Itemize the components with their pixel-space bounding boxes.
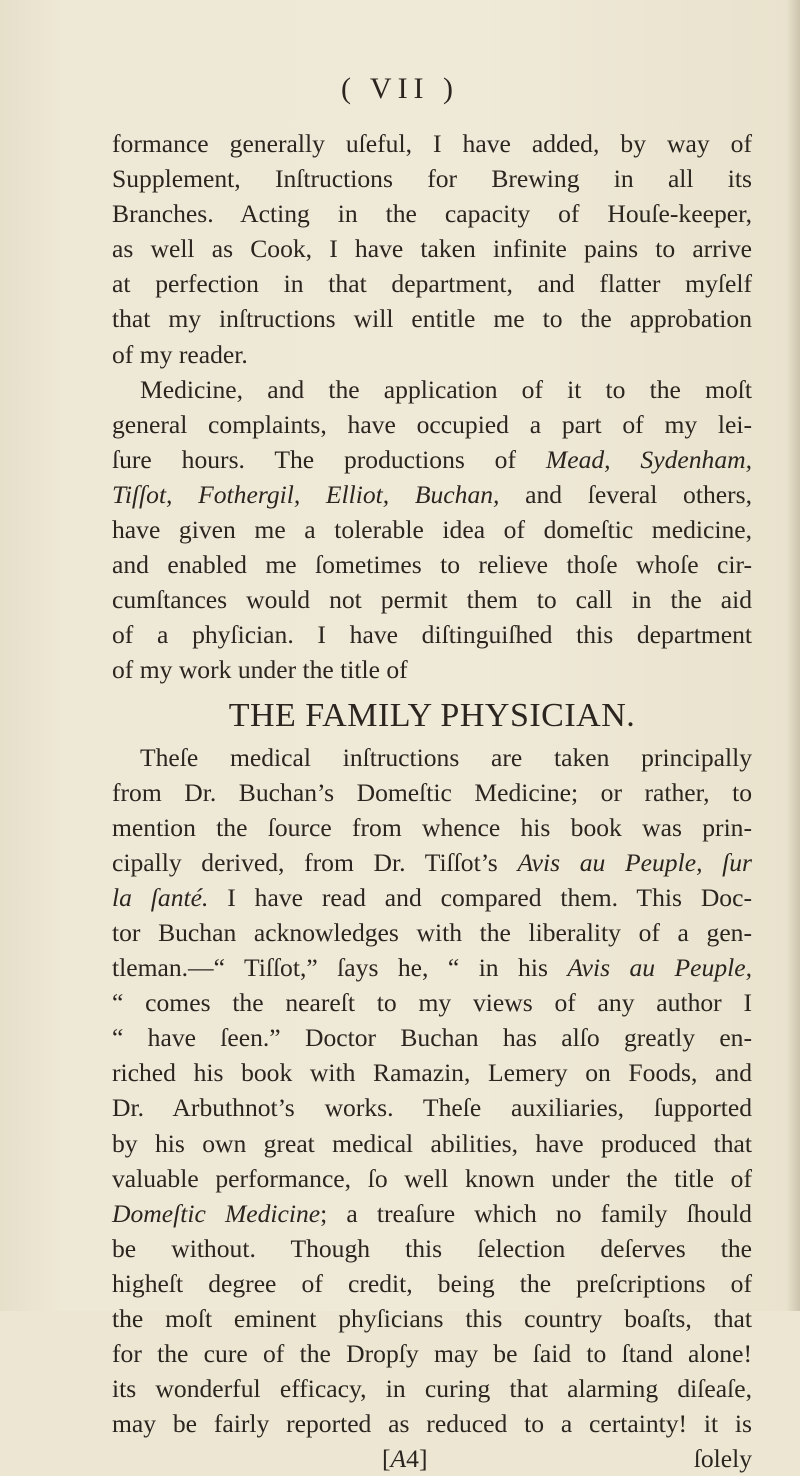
catchword: ſolely xyxy=(693,1444,752,1474)
book-title: Avis au Peuple, xyxy=(567,953,753,983)
signature-mark xyxy=(382,1441,428,1476)
signature-number: 4] xyxy=(406,1444,428,1474)
text-line: general complaints, have occupied a part of my lei- xyxy=(112,409,752,439)
text-line: have given me a tolerable idea of domeſtic medicine, xyxy=(112,515,752,545)
page-footer xyxy=(112,1441,752,1476)
physician-names: Tiſſot, Fothergil, Elliot, Buchan, xyxy=(112,479,500,509)
body-text xyxy=(112,126,752,1476)
physician-names: Mead, Sydenham, xyxy=(545,444,753,474)
text-line: at perfection in that department, and flatter myſelf xyxy=(112,269,752,299)
text-line: higheſt degree of credit, being the preſcriptions of xyxy=(112,1268,752,1298)
text-line: Supplement, Inſtructions for Brewing in all its xyxy=(112,164,752,194)
text-fragment: I have read and compared them. This Doc- xyxy=(227,882,752,912)
page-edge-shadow xyxy=(786,0,800,1311)
text-line: and enabled me ſometimes to relieve thoſe whoſe cir- xyxy=(112,550,752,580)
text-fragment: tleman.—“ Tiſſot,” ſays he, “ in his xyxy=(112,953,548,983)
text-line: riched his book with Ramazin, Lemery on Foods, and xyxy=(112,1058,752,1088)
text-fragment: ſure hours. The productions of xyxy=(112,444,517,474)
text-line: may be fairly reported as reduced to a certainty! it is xyxy=(112,1409,752,1439)
section-heading: THE FAMILY PHYSICIAN. xyxy=(228,696,636,734)
page-number: ( VII ) xyxy=(340,72,460,105)
text-line: of a phyſician. I have diſtinguiſhed this department xyxy=(112,620,752,650)
text-line: the moſt eminent phyſicians this country boaſts, that xyxy=(112,1304,752,1333)
text-line: Dr. Arbuthnot’s works. Theſe auxiliaries, ſupported xyxy=(112,1093,752,1123)
text-line: as well as Cook, I have taken infinite pains to arrive xyxy=(112,234,752,264)
book-title: Domeſtic Medicine xyxy=(112,1198,321,1228)
text-line: of my work under the title of xyxy=(112,655,408,685)
text-line: cumſtances would not permit them to call in the aid xyxy=(112,585,752,615)
text-line: from Dr. Buchan’s Domeſtic Medicine; or rather, to xyxy=(112,777,752,807)
text-line: be without. Though this ſelection deſerves the xyxy=(112,1233,752,1263)
text-line: of my reader. xyxy=(112,339,248,369)
text-fragment: and ſeveral others, xyxy=(525,479,752,509)
text-line: Branches. Acting in the capacity of Houſe-keeper, xyxy=(112,199,752,229)
text-line: “ have ſeen.” Doctor Buchan has alſo greatly en- xyxy=(112,1023,752,1053)
book-title: Avis au Peuple, ſur xyxy=(517,847,752,877)
signature-bracket: [ xyxy=(382,1444,391,1474)
text-line: “ comes the neareſt to my views of any author I xyxy=(112,988,752,1018)
text-line: mention the ſource from whence his book was prin- xyxy=(112,812,752,842)
text-fragment: ; a treaſure which no family ſhould xyxy=(320,1198,752,1228)
text-line xyxy=(112,477,752,512)
text-line xyxy=(112,845,752,880)
text-line: its wonderful efficacy, in curing that alarming diſeaſe, xyxy=(112,1374,752,1404)
text-fragment: cipally derived, from Dr. Tiſſot’s xyxy=(112,847,498,877)
text-line: Medicine, and the application of it to the moſt xyxy=(140,374,752,404)
text-line: Theſe medical inſtructions are taken principally xyxy=(140,742,752,772)
text-line: formance generally uſeful, I have added, by way of xyxy=(112,129,752,158)
text-line: tor Buchan acknowledges with the liberality of a gen- xyxy=(112,917,752,947)
text-line: that my inſtructions will entitle me to the approbation xyxy=(112,304,752,334)
text-line: for the cure of the Dropſy may be ſaid to ſtand alone! xyxy=(112,1339,752,1369)
signature-letter: A xyxy=(390,1444,407,1474)
book-title: la ſanté. xyxy=(112,882,209,912)
text-line xyxy=(112,1196,752,1231)
text-line: valuable performance, ſo well known under the title of xyxy=(112,1163,752,1193)
text-line xyxy=(112,880,752,915)
text-line xyxy=(112,442,752,477)
text-line xyxy=(112,950,752,985)
text-line: by his own great medical abilities, have produced that xyxy=(112,1128,752,1158)
